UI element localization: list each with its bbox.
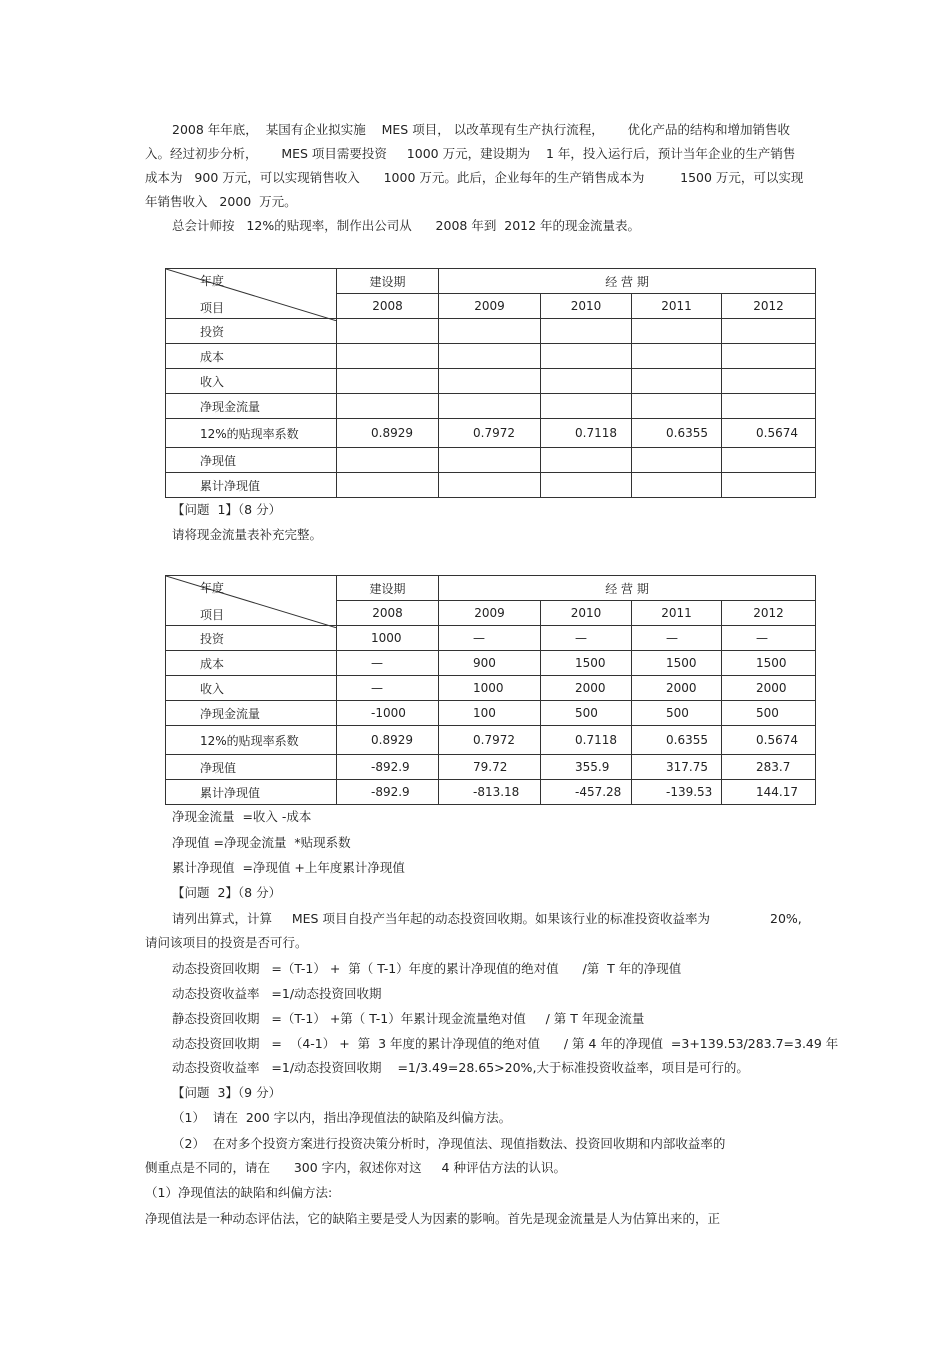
- header-year-2011: 2011: [632, 294, 722, 319]
- table-cell: -1000: [337, 701, 439, 726]
- q3-answer-text: 净现值法是一种动态评估法，它的缺陷主要是受人为因素的影响。首先是现金流量是人为估算出来的，正: [145, 1211, 721, 1226]
- table-cell: 0.7118: [541, 419, 632, 448]
- table-row: [166, 676, 816, 701]
- table-row: [166, 780, 816, 805]
- table-cell: 0.7972: [439, 726, 541, 755]
- header-item-label: 项目: [200, 608, 225, 622]
- table-corner-header: [166, 576, 337, 626]
- table-cell: [632, 344, 722, 369]
- table-cell: [337, 319, 439, 344]
- table-cell: [722, 369, 816, 394]
- table-cell: [632, 369, 722, 394]
- row-label: 12%的贴现率系数: [166, 419, 337, 448]
- table-cell: 0.7118: [541, 726, 632, 755]
- row-label: 净现值: [166, 755, 337, 780]
- intro-line-3: 成本为 900 万元，可以实现销售收入 1000 万元。此后，企业每年的生产销售成本为 1500 万元，可以实现: [145, 170, 804, 185]
- header-operation: 经 营 期: [439, 269, 816, 294]
- table-cell: 79.72: [439, 755, 541, 780]
- table-cell: [337, 448, 439, 473]
- table-cell: [337, 369, 439, 394]
- table-cell: 500: [722, 701, 816, 726]
- table-cell: 1000: [439, 676, 541, 701]
- table-cell: 0.6355: [632, 726, 722, 755]
- header-year-label: 年度: [200, 581, 225, 595]
- table-row: [166, 394, 816, 419]
- table-cell: [722, 448, 816, 473]
- q2-text-1: 请列出算式，计算 MES 项目自投产当年起的动态投资回收期。如果该行业的标准投资收益率为: [172, 911, 710, 926]
- table-cell: [439, 344, 541, 369]
- table-cell: [439, 394, 541, 419]
- table-cell: -892.9: [337, 755, 439, 780]
- table-cell: [541, 319, 632, 344]
- q3-sub-2b: 侧重点是不同的，请在 300 字内，叙述你对这 4 种评估方法的认识。: [145, 1160, 566, 1175]
- cash-flow-table-blank: [165, 268, 816, 498]
- table-cell: [337, 344, 439, 369]
- intro-line-4: 年销售收入 2000 万元。: [145, 194, 297, 209]
- table-cell: [722, 319, 816, 344]
- header-year-2011: 2011: [632, 601, 722, 626]
- table-cell: -892.9: [337, 780, 439, 805]
- table-cell: 0.6355: [632, 419, 722, 448]
- table-cell: —: [722, 626, 816, 651]
- table-cell: [439, 448, 541, 473]
- table-cell: 2000: [632, 676, 722, 701]
- table-cell: 500: [632, 701, 722, 726]
- table-cell: —: [439, 626, 541, 651]
- table-cell: [632, 319, 722, 344]
- table-cell: 1500: [632, 651, 722, 676]
- table-cell: [541, 448, 632, 473]
- q2-answer-2: 动态投资收益率 =1/动态投资回收期: [172, 986, 382, 1001]
- table-cell: —: [541, 626, 632, 651]
- header-item-label: 项目: [200, 301, 225, 315]
- q2-answer-5: 动态投资收益率 =1/动态投资回收期 =1/3.49=28.65>20%,大于标准投资收益率，项目是可行的。: [172, 1060, 749, 1075]
- table-row: [166, 755, 816, 780]
- header-construction: 建设期: [337, 576, 439, 601]
- table-cell: [439, 473, 541, 498]
- diagonal-line: [166, 269, 337, 321]
- table-cell: [541, 473, 632, 498]
- intro-line-5: 总会计师按 12%的贴现率，制作出公司从 2008 年到 2012 年的现金流量表。: [172, 218, 641, 233]
- table-cell: —: [632, 626, 722, 651]
- table-cell: 355.9: [541, 755, 632, 780]
- table-row: [166, 701, 816, 726]
- row-label: 净现金流量: [166, 394, 337, 419]
- table-cell: 0.8929: [337, 726, 439, 755]
- table-cell: -139.53: [632, 780, 722, 805]
- table-cell: —: [337, 676, 439, 701]
- header-year-2010: 2010: [541, 601, 632, 626]
- row-label: 投资: [166, 626, 337, 651]
- intro-line-1: 2008 年年底， 某国有企业拟实施 MES 项目， 以改革现有生产执行流程， 优化产品的结构和增加销售收: [172, 122, 791, 137]
- table-cell: 1500: [541, 651, 632, 676]
- table-row: [166, 369, 816, 394]
- table-cell: [541, 344, 632, 369]
- table-cell: 317.75: [632, 755, 722, 780]
- q3-sub-2: （2） 在对多个投资方案进行投资决策分析时，净现值法、现值指数法、投资回收期和内部收益率的: [172, 1136, 726, 1151]
- row-label: 净现值: [166, 448, 337, 473]
- table-corner-header: [166, 269, 337, 319]
- table-cell: 1000: [337, 626, 439, 651]
- diagonal-line: [166, 576, 337, 628]
- table-cell: [439, 369, 541, 394]
- table-cell: —: [337, 651, 439, 676]
- table-row: [166, 448, 816, 473]
- table-cell: [632, 473, 722, 498]
- header-year-2009: 2009: [439, 294, 541, 319]
- table-row: [166, 419, 816, 448]
- table-cell: 0.5674: [722, 726, 816, 755]
- table-row: [166, 473, 816, 498]
- table-cell: 144.17: [722, 780, 816, 805]
- header-year-2008: 2008: [337, 601, 439, 626]
- row-label: 累计净现值: [166, 780, 337, 805]
- table-cell: [337, 473, 439, 498]
- table-cell: 2000: [722, 676, 816, 701]
- table-cell: 1500: [722, 651, 816, 676]
- row-label: 成本: [166, 651, 337, 676]
- header-year-label: 年度: [200, 274, 225, 288]
- table-cell: 0.8929: [337, 419, 439, 448]
- table-cell: -457.28: [541, 780, 632, 805]
- table-row: [166, 651, 816, 676]
- intro-line-2: 入。经过初步分析， MES 项目需要投资 1000 万元，建设期为 1 年，投入运行后，预计当年企业的生产销售: [145, 146, 796, 161]
- header-year-2012: 2012: [722, 294, 816, 319]
- table-cell: 900: [439, 651, 541, 676]
- table-cell: [722, 394, 816, 419]
- table-cell: [722, 344, 816, 369]
- formula-cumulative-npv: 累计净现值 =净现值 +上年度累计净现值: [172, 860, 405, 875]
- header-year-2012: 2012: [722, 601, 816, 626]
- table-cell: [632, 394, 722, 419]
- table-row: [166, 726, 816, 755]
- table-row: [166, 319, 816, 344]
- table-cell: 0.7972: [439, 419, 541, 448]
- header-year-2009: 2009: [439, 601, 541, 626]
- formula-net-cash-flow: 净现金流量 =收入 -成本: [172, 809, 312, 824]
- header-year-2010: 2010: [541, 294, 632, 319]
- table-cell: [439, 319, 541, 344]
- table-cell: [337, 394, 439, 419]
- table-row: [166, 344, 816, 369]
- row-label: 收入: [166, 369, 337, 394]
- table-cell: -813.18: [439, 780, 541, 805]
- q2-answer-4: 动态投资回收期 = （4-1） + 第 3 年度的累计净现值的绝对值 / 第 4 年的净现值 =3+139.53/283.7=3.49 年: [172, 1036, 839, 1051]
- q2-answer-3: 静态投资回收期 =（T-1） +第（ T-1）年累计现金流量绝对值 / 第 T 年现金流量: [172, 1011, 645, 1026]
- q3-sub-1: （1） 请在 200 字以内，指出净现值法的缺陷及纠偏方法。: [172, 1110, 512, 1125]
- table-cell: 100: [439, 701, 541, 726]
- cash-flow-table-filled: [165, 575, 816, 805]
- table-cell: [541, 369, 632, 394]
- table-cell: 283.7: [722, 755, 816, 780]
- header-year-2008: 2008: [337, 294, 439, 319]
- q1-text: 请将现金流量表补充完整。: [172, 527, 323, 542]
- row-label: 收入: [166, 676, 337, 701]
- header-construction: 建设期: [337, 269, 439, 294]
- row-label: 净现金流量: [166, 701, 337, 726]
- table-cell: 0.5674: [722, 419, 816, 448]
- table-row: [166, 626, 816, 651]
- table-cell: 2000: [541, 676, 632, 701]
- header-operation: 经 营 期: [439, 576, 816, 601]
- q2-text-1b: 20%,: [770, 911, 802, 926]
- q3-title: 【问题 3】（9 分）: [172, 1085, 282, 1100]
- q3-answer-title: （1）净现值法的缺陷和纠偏方法:: [145, 1185, 333, 1200]
- row-label: 累计净现值: [166, 473, 337, 498]
- row-label: 投资: [166, 319, 337, 344]
- formula-npv: 净现值 =净现金流量 *贴现系数: [172, 835, 351, 850]
- row-label: 12%的贴现率系数: [166, 726, 337, 755]
- row-label: 成本: [166, 344, 337, 369]
- q1-title: 【问题 1】（8 分）: [172, 502, 282, 517]
- table-cell: [722, 473, 816, 498]
- q2-answer-1: 动态投资回收期 =（T-1） + 第（ T-1）年度的累计净现值的绝对值 /第 T 年的净现值: [172, 961, 682, 976]
- table-cell: [541, 394, 632, 419]
- table-cell: [632, 448, 722, 473]
- table-cell: 500: [541, 701, 632, 726]
- q2-title: 【问题 2】（8 分）: [172, 885, 282, 900]
- q2-text-2: 请问该项目的投资是否可行。: [145, 935, 308, 950]
